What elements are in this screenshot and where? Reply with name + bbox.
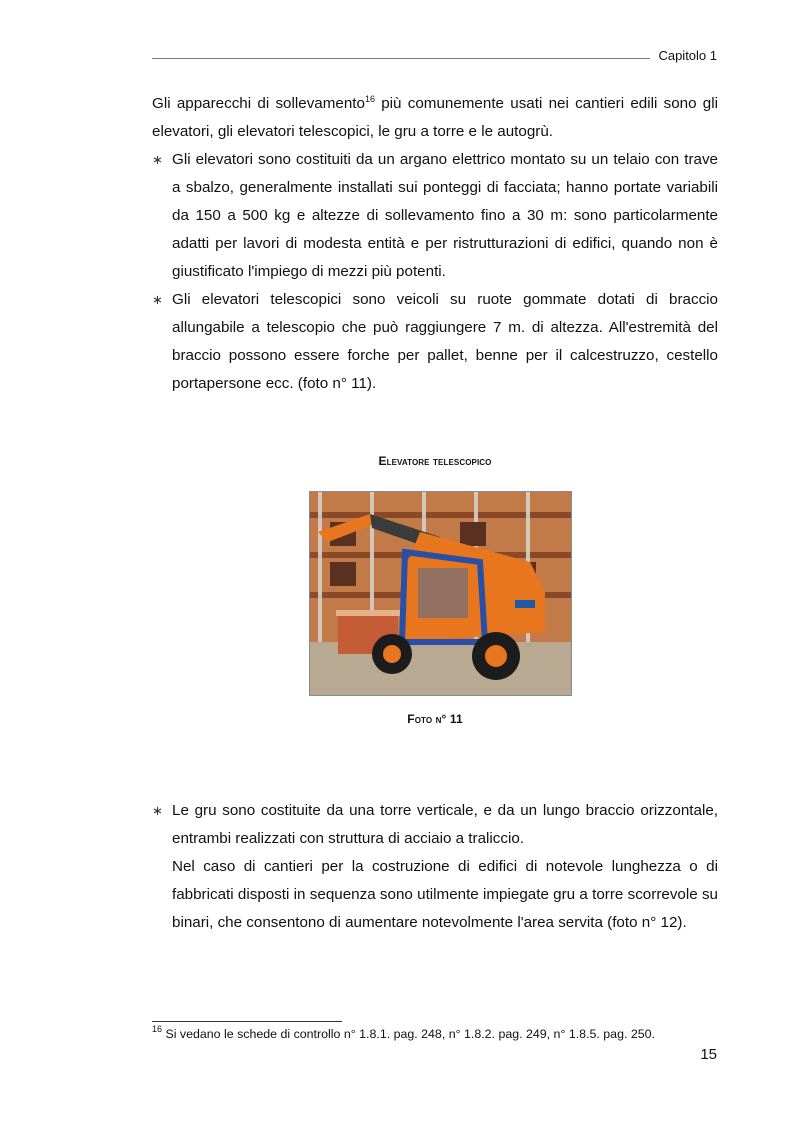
bullet-item-gru: ∗ Le gru sono costituite da una torre verticale, e da un lungo braccio orizzontale, entrambi realizzati con struttura di acciaio a traliccio. Nel caso di cantieri per la costruzione di edifici di notevole lunghezza o di fabbricati disposti in sequenza sono utilmente impiegate gru a torre scorrevole su binari, che consentono di aumentare notevolmente l'area servita (foto n° 12). bbox=[152, 797, 718, 937]
footnote: $^{16}$ Si vedano le schede di controllo n° 1.8.1. pag. 248, n° 1.8.2. pag. 249, n° 1.8.5. pag. 250. bbox=[152, 1024, 655, 1041]
footnote-reference[interactable]: 16 bbox=[364, 94, 375, 104]
header-rule bbox=[152, 58, 650, 59]
chapter-label: Capitolo 1 bbox=[658, 48, 717, 63]
figure-title: Elevatore telescopico bbox=[378, 454, 492, 468]
footnote-number: 16 bbox=[152, 1024, 163, 1034]
footnote-rule bbox=[152, 1021, 342, 1022]
bullet-list bbox=[152, 146, 718, 398]
intro-paragraph: Gli apparecchi di sollevamento$^{16}$ più comunemente usati nei cantieri edili sono gli elevatori, gli elevatori telescopici, le gru a torre e le autogrù. bbox=[152, 94, 719, 140]
bullet-item-telescopici: ∗ Gli elevatori telescopici sono veicoli su ruote gommate dotati di braccio allungabile a telescopio che può raggiungere 7 m. di altezza. All'estremità del braccio possono essere forche per pallet, benne per il calcestruzzo, cestello portapersone ecc. (foto n° 11). bbox=[152, 286, 718, 398]
page-number: 15 bbox=[700, 1046, 717, 1063]
telehandler-photo bbox=[309, 491, 572, 696]
asterisk-bullet-icon: ∗ bbox=[152, 803, 163, 818]
figure-caption: Foto n° 11 bbox=[407, 712, 463, 726]
asterisk-bullet-icon: ∗ bbox=[152, 292, 163, 307]
gru-continuation-paragraph: Nel caso di cantieri per la costruzione di edifici di notevole lunghezza o di fabbricati disposti in sequenza sono utilmente impiegate gru a torre scorrevole su binari, che consentono di aumentare notevolmente l'area servita (foto n° 12). bbox=[172, 858, 718, 931]
telehandler-illustration bbox=[310, 492, 571, 695]
lower-text bbox=[152, 797, 718, 937]
main-text bbox=[152, 90, 718, 398]
asterisk-bullet-icon: ∗ bbox=[152, 152, 163, 167]
bullet-list-2 bbox=[152, 797, 718, 937]
bullet-item-elevatori: ∗ Gli elevatori sono costituiti da un argano elettrico montato su un telaio con trave a sbalzo, generalmente installati sui ponteggi di facciata; hanno portate variabili da 150 a 500 kg e altezze di sollevamento fino a 30 m: sono particolarmente adatti per lavori di modesta entità e per ristrutturazioni di edifici, quando non è giustificato l'impiego di mezzi più potenti. bbox=[152, 146, 718, 286]
